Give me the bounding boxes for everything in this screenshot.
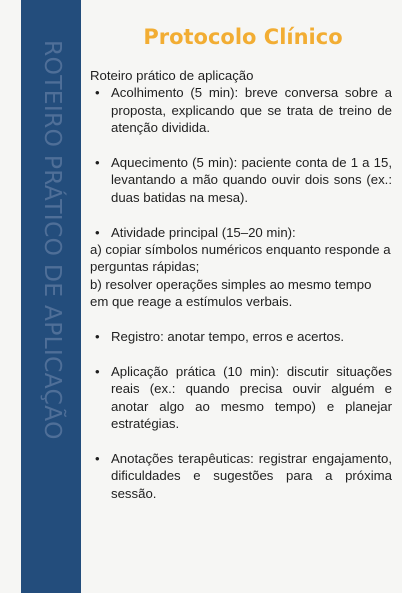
list-item — [90, 84, 392, 136]
list-item-text: Aplicação prática (10 min): discutir situações reais (ex.: quando precisa ouvir alguém e anotar algo ao mesmo tempo) e planejar estratégias. — [111, 363, 392, 432]
list-item — [90, 328, 392, 345]
spacer — [90, 345, 392, 362]
subitem-text: b) resolver operações simples ao mesmo tempo em que reage a estímulos verbais. — [90, 276, 372, 310]
list-item-text: Registro: anotar tempo, erros e acertos. — [111, 329, 345, 345]
protocol-list — [90, 84, 392, 241]
intro-text: Roteiro prático de aplicação — [90, 68, 254, 83]
spacer — [90, 432, 392, 449]
subitem-text: a) copiar símbolos numéricos enquanto responde a perguntas rápidas; — [90, 242, 391, 275]
list-item — [90, 224, 392, 241]
bullet-icon: • — [95, 363, 100, 379]
bullet-icon: • — [95, 224, 100, 240]
list-item-text: Atividade principal (15–20 min): — [111, 224, 296, 240]
protocol-content — [90, 67, 392, 502]
page-title: Protocolo Clínico — [143, 25, 343, 49]
list-item — [90, 363, 392, 433]
spacer — [90, 206, 392, 223]
sidebar-title: ROTEIRO PRÁTICO DE APLICAÇÃO — [39, 40, 67, 440]
bullet-icon: • — [95, 329, 100, 345]
list-item — [90, 450, 392, 502]
spacer — [90, 137, 392, 154]
bullet-icon: • — [95, 155, 100, 171]
bullet-icon: • — [95, 85, 100, 101]
list-item-text: Acolhimento (5 min): breve conversa sobre a proposta, explicando que se trata de treino de atenção dividida. — [111, 85, 392, 136]
protocol-list-continued — [90, 328, 392, 502]
spacer — [90, 311, 392, 328]
list-item-text: Anotações terapêuticas: registrar engajamento, dificuldades e sugestões para a próxima sessão. — [111, 450, 392, 501]
bullet-icon: • — [95, 450, 100, 466]
list-item-text: Aquecimento (5 min): paciente conta de 1 a 15, levantando a mão quando ouvir dois sons (ex.: duas batidas na mesa). — [111, 155, 392, 205]
list-item — [90, 154, 392, 206]
